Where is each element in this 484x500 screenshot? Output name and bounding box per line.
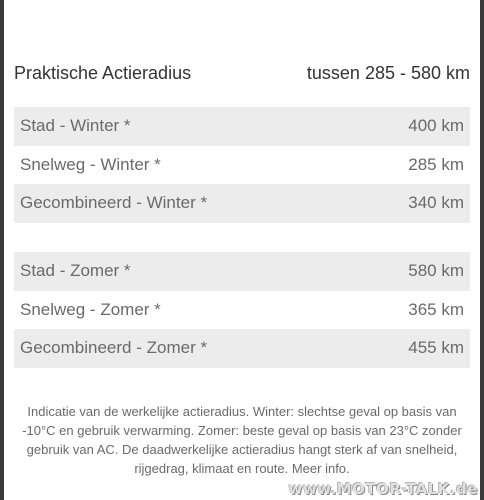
table-row bbox=[14, 329, 470, 368]
row-label: Stad - Zomer * bbox=[20, 261, 131, 281]
row-label: Stad - Winter * bbox=[20, 116, 131, 136]
row-value: 365 km bbox=[408, 299, 464, 319]
row-value: 580 km bbox=[408, 261, 464, 281]
right-border bbox=[480, 0, 484, 500]
watermark: www.MOTOR-TALK.de bbox=[288, 480, 478, 498]
summer-range-table bbox=[14, 252, 470, 368]
winter-range-table bbox=[14, 107, 470, 223]
table-row bbox=[14, 107, 470, 146]
practical-range-header bbox=[14, 58, 470, 88]
table-row bbox=[14, 252, 470, 291]
row-label: Gecombineerd - Winter * bbox=[20, 193, 208, 213]
range-footnote: Indicatie van de werkelijke actieradius. Winter: slechtse geval op basis van -10°C en gebruik verwarming. Zomer: beste geval op basis van 23°C zonder gebruik van AC. De daadwerkelijke actieradius hangt sterk af van snelheid, rijgedrag, klimaat en route. Meer info. bbox=[22, 404, 462, 476]
row-value: 340 km bbox=[408, 193, 464, 213]
row-value: 455 km bbox=[408, 338, 464, 358]
row-value: 285 km bbox=[408, 154, 464, 174]
row-label: Gecombineerd - Zomer * bbox=[20, 338, 208, 358]
row-label: Snelweg - Winter * bbox=[20, 154, 161, 174]
practical-range-label: Praktische Actieradius bbox=[14, 62, 192, 83]
practical-range-value: tussen 285 - 580 km bbox=[306, 62, 470, 83]
table-row bbox=[14, 184, 470, 223]
table-row bbox=[14, 291, 470, 330]
row-label: Snelweg - Zomer * bbox=[20, 299, 161, 319]
row-value: 400 km bbox=[408, 116, 464, 136]
left-border bbox=[0, 0, 4, 500]
table-row bbox=[14, 146, 470, 185]
